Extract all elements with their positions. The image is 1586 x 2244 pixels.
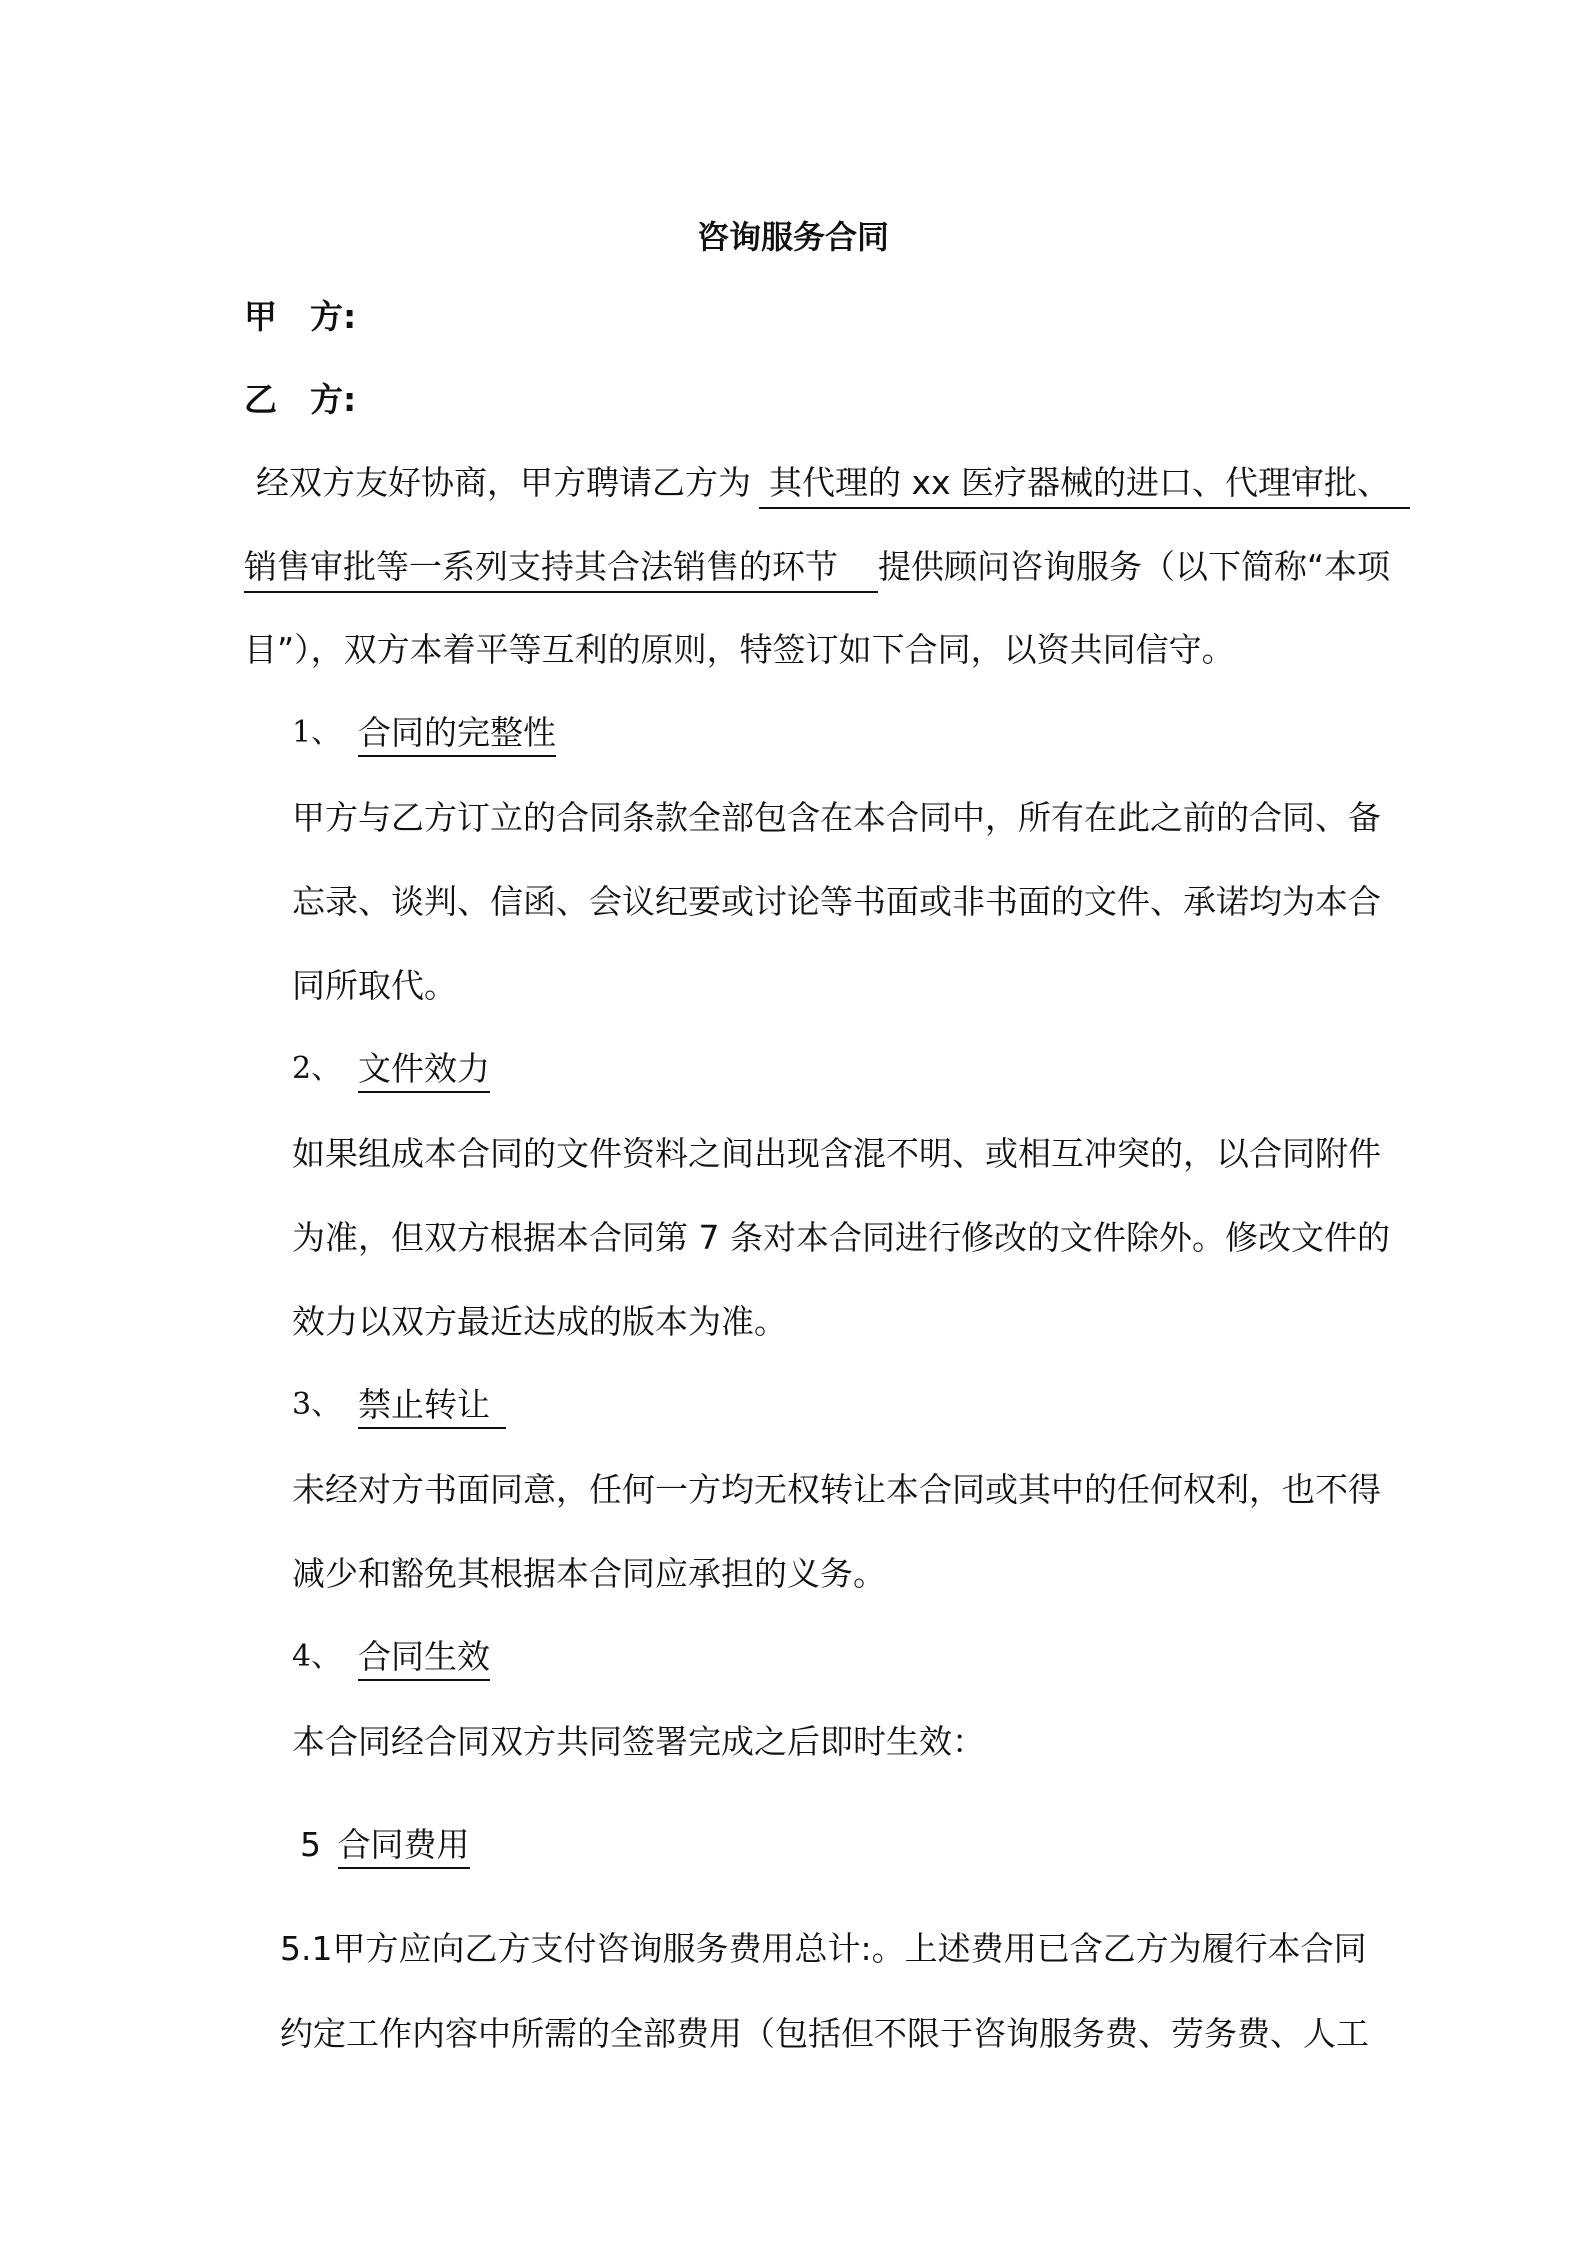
party-a-label: 甲 方: xyxy=(244,297,357,336)
intro-text-after: 提供顾问咨询服务（以下简称“本项 xyxy=(878,547,1391,586)
section-4-heading: 合同生效 xyxy=(358,1640,490,1681)
section-2-heading: 文件效力 xyxy=(358,1052,490,1093)
section-4-number: 4、 xyxy=(292,1639,342,1674)
section-2-number: 2、 xyxy=(292,1051,342,1086)
section-5-number: 5 xyxy=(300,1825,321,1864)
section-1-line-1: 甲方与乙方订立的合同条款全部包含在本合同中，所有在此之前的合同、备 xyxy=(292,798,1381,837)
section-1-heading: 合同的完整性 xyxy=(358,716,556,757)
intro-service-scope-fill-1: 其代理的 xx 医疗器械的进口、代理审批、 xyxy=(759,466,1410,509)
intro-line-1 xyxy=(256,463,1410,509)
section-2-line-2: 为准，但双方根据本合同第 7 条对本合同进行修改的文件除外。修改文件的 xyxy=(292,1218,1390,1257)
intro-text-before: 经双方友好协商，甲方聘请乙方为 xyxy=(256,463,751,502)
section-4-line-1: 本合同经合同双方共同签署完成之后即时生效： xyxy=(292,1722,985,1761)
section-5-line-2: 约定工作内容中所需的全部费用（包括但不限于咨询服务费、劳务费、人工 xyxy=(280,2014,1369,2053)
section-3-line-2: 减少和豁免其根据本合同应承担的义务。 xyxy=(292,1554,886,1593)
section-5-heading-row xyxy=(300,1825,470,1869)
section-2-line-3: 效力以双方最近达成的版本为准。 xyxy=(292,1302,787,1341)
document-title: 咨询服务合同 xyxy=(696,218,889,256)
section-5-heading: 合同费用 xyxy=(338,1828,470,1869)
section-3-line-1: 未经对方书面同意，任何一方均无权转让本合同或其中的任何权利，也不得 xyxy=(292,1470,1381,1509)
section-1-line-2: 忘录、谈判、信函、会议纪要或讨论等书面或非书面的文件、承诺均为本合 xyxy=(292,882,1381,921)
intro-line-2 xyxy=(244,547,1391,593)
intro-service-scope-fill-2: 销售审批等一系列支持其合法销售的环节 xyxy=(244,550,878,593)
intro-line-3: 目”），双方本着平等互利的原则，特签订如下合同，以资共同信守。 xyxy=(244,630,1235,669)
section-5-line-1: 5.1甲方应向乙方支付咨询服务费用总计:。上述费用已含乙方为履行本合同 xyxy=(280,1929,1367,1968)
party-b-label: 乙 方: xyxy=(244,380,357,419)
section-1-number: 1、 xyxy=(292,715,342,750)
section-2-line-1: 如果组成本合同的文件资料之间出现含混不明、或相互冲突的，以合同附件 xyxy=(292,1134,1381,1173)
section-1-line-3: 同所取代。 xyxy=(292,966,457,1005)
section-3-heading: 禁止转让 xyxy=(358,1388,506,1429)
section-3-number: 3、 xyxy=(292,1387,342,1422)
